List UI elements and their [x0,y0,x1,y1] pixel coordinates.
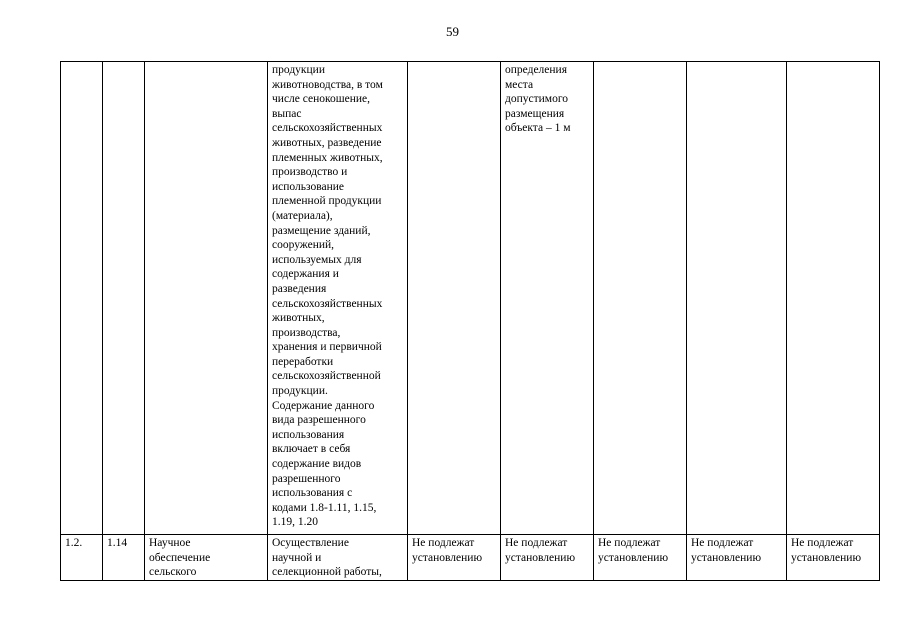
cell-param-3 [594,62,687,535]
table-row [61,535,880,581]
cell-param-1 [408,62,501,535]
page-number: 59 [446,24,459,39]
cell-number: 1.2. [61,535,103,581]
cell-param-1: Не подлежат установлению [408,535,501,581]
cell-param-5: Не подлежат установлению [787,535,880,581]
cell-use-name: Научное обеспечение сельского [145,535,268,581]
cell-param-2: определения места допустимого размещения объекта – 1 м [501,62,594,535]
cell-code [103,62,145,535]
cell-param-3: Не подлежат установлению [594,535,687,581]
cell-number [61,62,103,535]
cell-use-description: Осуществление научной и селекционной работы, [268,535,408,581]
cell-use-description: продукции животноводства, в том числе сенокошение, выпас сельскохозяйственных животных, разведение племенных животных, производство и использование племенной продукции (материала), размещение зданий, сооружений, используемых для содержания и разведения сельскохозяйственных животных, производства, хранения и первичной переработки сельскохозяйственной продукции. Содержание данного вида разрешенного использования включает в себя содержание видов разрешенного использования с кодами 1.8-1.11, 1.15, 1.19, 1.20 [268,62,408,535]
cell-use-name [145,62,268,535]
cell-code: 1.14 [103,535,145,581]
cell-param-5 [787,62,880,535]
table-row-continued [61,62,880,535]
regulations-table [60,61,880,581]
cell-param-4 [687,62,787,535]
cell-param-4: Не подлежат установлению [687,535,787,581]
cell-param-2: Не подлежат установлению [501,535,594,581]
